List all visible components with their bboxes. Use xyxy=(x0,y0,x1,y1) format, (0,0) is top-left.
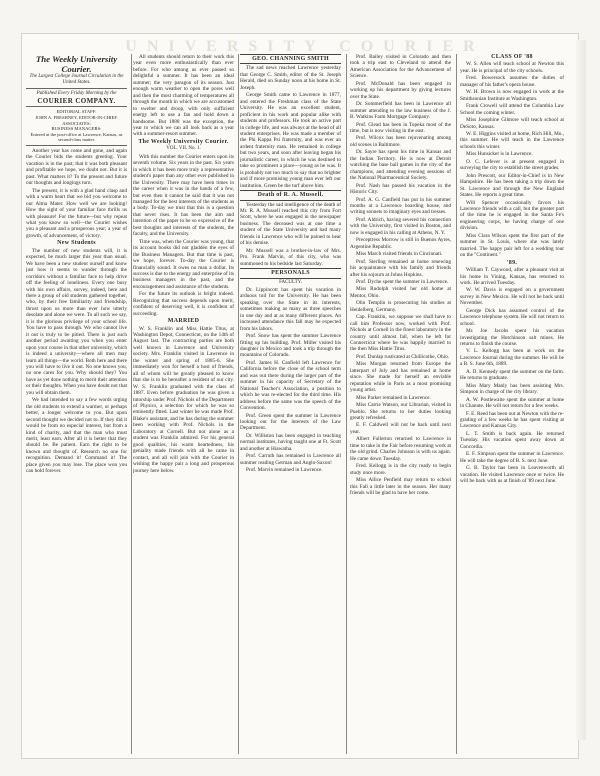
masthead-title: The Weekly University Courier. xyxy=(35,54,118,74)
article-paragraph: Prof. Sterling remained at home renewing his acquaintance with his family and friends after his sojourn at Johns Hopkins. xyxy=(350,258,451,278)
editorial-staff-heading: EDITORIAL STAFF: xyxy=(56,109,97,115)
article-paragraph: Prof. Green spent the summer in Lawrence looking out for the interests of the Law Department. xyxy=(240,412,341,432)
article-paragraph: F. E. Reed has been out at Newton with the re-grading of a few weeks he has spent visiting at Lawrence and Kansas City. xyxy=(460,410,564,430)
article-paragraph: Frank Crowell will attend the Columbia Law School the coming winter. xyxy=(460,103,564,116)
column-1 xyxy=(26,54,127,476)
column-rule xyxy=(131,54,132,754)
page-edge-shadow xyxy=(576,40,586,740)
article-paragraph: Miss Josephine Gilmore will teach school at DeSoto, Kansas. xyxy=(460,117,564,130)
column-4 xyxy=(350,54,451,497)
divider xyxy=(26,88,127,89)
article-paragraph: Miss Rudolph visited her old home at Mentor, Ohio. xyxy=(350,286,451,299)
article-paragraph: A. D. Kennedy spent the summer on the farm. He returns to graduate. xyxy=(460,368,564,382)
section-heading: The Weekly University Courier. xyxy=(138,138,229,145)
article-paragraph: The number of new students will, it is expected, be much larger this year than usual. We have been a new student ourself and know just how it seems to wander through the corridors without a familiar face to help drive off the feeling of loneliness. Every one busy with his own affairs, survey, indeed, here and there a group of old students gathered together, who, by their free familiarity and friendship, thrust upon us more than ever how utterly desolate and alone we were. To all such we say, it is the glorious privilege of your school life. You have to pass through. We who cannot live it out is truly to be pitied. There is just such another period awaiting you when you enter upon your course in that other university, which is indeed a university—where all men may learn all things—the world. Both here and there you will have to live it out. No one knows you, no one cares for you. Why should they? You have as yet done nothing to merit their attention or their thoughts. When you have doubt not that you will obtain them. xyxy=(26,247,127,396)
column-rule xyxy=(346,54,347,754)
article-paragraph: V. L. Kellogg has been at work on the Lawrence Journal during the summer. He will be a B. S. June 6th, 1889. xyxy=(460,348,564,368)
article-paragraph: Prof. Dyche spent the summer in Lawrence. xyxy=(356,278,449,285)
masthead-subtitle: The Largest College Journal Circulation in the United States. xyxy=(29,74,124,85)
article-paragraph: Albert Fullerton returned to Lawrence in time to take in the Fair before resuming work at the old grind. Charles Johnson is with us again. He came down Tuesday. xyxy=(350,436,451,462)
column-3 xyxy=(240,54,341,475)
column-5 xyxy=(460,54,564,486)
article-paragraph: Fred. Kellogg is in the city ready to begin study once more. xyxy=(350,463,451,476)
article-paragraph: A. W. Postlewaite spent the summer at home in Chanute. He will not return for a few weeks. xyxy=(460,396,564,410)
associates-heading: ASSOCIATES: xyxy=(62,120,91,126)
article-paragraph: Another year has come and gone, and again the Courier bids the students greeting. Your vacation is in the past; that it was both pleasant and profitable we hope, we doubt not. But it is past. What matters it? To the present and future our thoughts and longings turn. xyxy=(26,148,127,187)
article-paragraph: Dr. Sayre has spent his time in Kansas and the Indian Territory. He is now at Detroit watching the base ball games in the city of the champions, and attending evening sessions of the National Pharmaceutical Society. xyxy=(350,149,451,182)
section-heading: '89. xyxy=(506,259,518,266)
article-paragraph: W. W. Davis is engaged on a government survey in New Mexico. He will not be back until November. xyxy=(460,287,564,307)
article-paragraph: Time was, when the Courier was young, that its account books did not gladden the eyes of the Business Managers. But that time is past, we hope, forever. To-day the Courier is financially sound. It owes no man a dollar. Its success is due to the energy and enterprise of its business managers in the past, and the encouragement and assistance of the students. xyxy=(133,238,234,290)
article-paragraph: E. F. Simpson spent the summer in Lawrence. He will take the degree of B. S. next June. xyxy=(460,451,564,464)
section-heading: CLASS OF '88 xyxy=(491,54,533,60)
section-heading: MARRIED xyxy=(167,318,200,325)
article-paragraph: L. T. Smith is back again. He returned Tuesday. His vacation spent away down at Concordia. xyxy=(460,430,564,450)
article-paragraph: Prof. Wilcox has been rejuvenating among old scenes in Baltimore. xyxy=(350,135,451,148)
article-paragraph: Prof. Glead has been in Topeka most of the time, but is now visiting in the east. xyxy=(350,121,451,134)
business-managers-heading: BUSINESS MANAGERS: xyxy=(51,126,102,132)
column-rule xyxy=(238,54,239,754)
article-paragraph: Mr. Mussell was a brother-in-law of Mrs. Pro. Frank Marvin, of this city, who was summoned to his bedside last Saturday. xyxy=(240,247,341,267)
article-paragraph: Preceptress Morrow is still in Buenos Ayres, Argentine Republic. xyxy=(350,237,451,250)
article-paragraph: Prof. Dunlap rusticated at Chillicothe, Ohio. xyxy=(356,353,450,360)
article-paragraph: Dr. Lippincott has spent his vacation in arduous toil for the University. He has been speaking over the State in its interests, sometimes making as many as three speeches in one day and at as many different places. An increased attendance this fall may be expected from his labors. xyxy=(240,286,341,332)
article-paragraph: Prof. Bailey visited in Colorado and then took a trip east to Cleveland to attend the American Association for the Advancement of Science. xyxy=(350,54,451,80)
article-paragraph: Yesterday the sad intelligence of the death of Mr. R. A. Mussell reached this city from Fort Scott, where he was engaged in the newspaper business. The deceased was at one time a student of the State University and had many friends in Lawrence who will be pained to hear of his demise. xyxy=(240,201,341,247)
section-heading: PERSONALS xyxy=(240,268,341,278)
article-paragraph: Cap. Franklin, we suppose we shall have to call him Professor now, worked with Prof. Nichols at Cornell in the finest laboratory in the country until almost fall, when he left for Connecticut where he was happily married to the then Miss Hattie Titus. xyxy=(350,314,451,353)
article-paragraph: Miss Mary Manly has been assisting Mrs. Simpson in charge of the city library. xyxy=(460,382,564,396)
divider xyxy=(26,145,127,146)
article-paragraph: Miss Hunsicker is in Lawrence. xyxy=(466,151,533,158)
article-paragraph: Dr. Sommerfield has been in Lawrence all summer attending to the law business of the J. B. Watkins Farm Mortgage Company. xyxy=(350,101,451,121)
divider xyxy=(26,106,127,107)
bleed-through-text: UNIVERSITY COURIER xyxy=(125,38,485,55)
article-paragraph: Prof. A. G. Canfield has put in his summer months at a Lawrence boarding house, and writing sonnets to imaginary eyes and tresses. xyxy=(350,196,451,216)
article-paragraph: Olin Templin is prosecuting his studies at Heidelberg, Germany. xyxy=(350,300,451,313)
editor-in-chief: JOHN A. FRESHNEY, EDITOR-IN-CHIEF. xyxy=(35,115,118,121)
article-paragraph: Prof. Marvin remained in Lawrence. xyxy=(246,467,323,474)
article-paragraph: Miss Clara Wilson spent the first part of the summer in St. Louis, where she was lately married. The happy pair left for a wedding tour on the "Continent." xyxy=(460,232,564,259)
article-paragraph: W. H. Brown is now engaged in work at the Smithsonian Institute at Washington. xyxy=(460,89,564,102)
article-paragraph: Miss March visited friends in Cincinnati. xyxy=(356,251,443,258)
section-heading: GEO. CHANNING SMITH xyxy=(240,54,341,64)
article-paragraph: Prof. James H. Canfield left Lawrence for California before the close of the school term and was out there during the larger part of the summer in his capacity of Secretary of the National Teacher's Association, a position to which he was re-elected for the third time. His address before the same was the speech of the Convention. xyxy=(240,359,341,412)
article-paragraph: Miss Parker remained in Lawrence. xyxy=(356,394,431,401)
article-paragraph: Fred. Bowersock assumes the duties of manager of his father's opera house. xyxy=(460,75,564,88)
masthead xyxy=(26,54,127,146)
article-paragraph: Prof. McDonald has been engaged in working up his department by giving lectures over the State. xyxy=(350,80,451,100)
section-heading: New Students xyxy=(57,240,96,247)
article-paragraph: Prof. Aldrich, having severed his connection with the University, first visited in Boston, and now is engaged in his calling at Athens, N. Y. xyxy=(350,216,451,236)
volume-line: VOL. VII. No. 1. xyxy=(166,146,201,152)
article-paragraph: Prof. Nash has passed his vacation in the Historic City. xyxy=(350,182,451,196)
article-paragraph: E. F. Caldwell will not be back until next year. xyxy=(350,422,451,435)
article-paragraph: Mr. Joe Jacobs spent his vacation investigating the Hutchinson salt mines. He returns to finish the course. xyxy=(460,328,564,348)
article-paragraph: W. S. Allen will teach school at Newton this year. He is principal of the city schools. xyxy=(460,61,564,74)
article-paragraph: O. C. Lefever is at present engaged in surveying the city to establish the street grades. xyxy=(460,158,564,172)
article-paragraph: Will Spencer occasionally favors his Lawrence friends with a call, but the greater part of the time he is engaged in the Santa Fe's engineering corps, he having charge of one division. xyxy=(460,199,564,232)
article-paragraph: With this number the Courier enters upon its seventh volume. Six years in the past. Six years in which it has been more truly a representative student's paper than any other ever published in the University. There may have been times in the career when it was in the hands of a few, but even then it cannot be said that it was not managed for the best interests of the students as a body. To-day we trust that this is a question that never rises. It has been the aim and intention of the paper to be so expressive of the best thoughts and interests of the students, the faculty, and the University. xyxy=(133,153,234,238)
article-paragraph: Miss Morgan returned from Europe the latterpart of July and has remained at home since. She made for herself an enviable reputation while in Paris as a most promising young artist. xyxy=(350,361,451,394)
article-paragraph: George Dick has assumed control of the Lawrence telephone system. He will not return to school. xyxy=(460,307,564,327)
article-paragraph: The present, it is with a glad hand clasp and with a warm heart that we bid you welcome to our Alma Mater. How well we are looking! How the sight of your familiar face thrills us with pleasure! For the future—but why repeat what you know so well—the Courier wishes you a pleasant and a prosperous year; a year of growth, of advancement, of victory. xyxy=(26,187,127,239)
article-paragraph: For the future its outlook is bright indeed. Recognizing that success depends upon merit, confident of deserving well, it is confident of succeeding. xyxy=(133,291,234,317)
section-heading: Death of R. A. Mussell. xyxy=(240,190,341,200)
article-paragraph: W. S. Franklin and Miss Hattie Titus, at Washington Depot, Connecticut, on the 14th of August last. The contracting parties are both well known in Lawrence and University society. Mrs. Franklin visited in Lawrence in the winter and spring of 1885-6. She immediately won for herself a host of friends, all of whom will be greatly pleased to know that she is to be hereafter a resident of our city. W. S. Franklin graduated with the class of 1887. Even before graduation he was given a tutorship under Prof. Nichols of the Department of Physics, a selection for which he was so eminently fitted. Last winter he was made Prof. Blake's assistant, and he has during the summer been working with Prof. Nichols in the Laboratory at Cornell. But not alone as a student was Franklin admired. For his general good qualities, his warm heartedness, his geniality made friends with all he came in contact, and all will join with the Courier in wishing the happy pair a long and prosperous journey here below. xyxy=(133,325,234,474)
article-paragraph: Miss Allice Penfield may return to school this Fall a little later in the season. Her many friends will be glad to have her come. xyxy=(350,477,451,496)
article-paragraph: John Prescott, our Editor-in-Chief is in New Hampshire. He has been taking a trip down the St. Lawrence and through the New England States. He reports a great time. xyxy=(460,172,564,199)
column-rule xyxy=(456,54,457,754)
article-paragraph: Prof. Carruth has remained in Lawrence all summer reading German and Anglo-Saxon! xyxy=(240,453,341,466)
article-paragraph: Dr. Williston has been engaged in teaching normal institutes, having taught one at Ft. Scott and another at Hiawatha. xyxy=(240,432,341,452)
article-paragraph: Prof. Snow has spent the summer Lawrence fitting up his building. Prof. Miller visited his daughter in Mexico and took a trip through the mountains of Colorado. xyxy=(240,333,341,359)
company-name: COURIER COMPANY. xyxy=(37,97,116,105)
subsection-heading: FACULTY. xyxy=(279,279,302,285)
article-paragraph: All students should return to their work this year even more enthusiastically than ever before. For who among us ever passed so delightful a summer. It has been an ideal summer; the very paragon of its season. Just enough warm weather to open the pores well and then the most charming of temperatures all through the month in which we are accustomed to swelter and droop, with only sufficient energy left to use a fan and hold down a handsome. But 1888 was the exception, the year to which we can all look back as a year with a summer-resort summer. xyxy=(133,54,234,138)
column-2 xyxy=(133,54,234,475)
publisher-line: Published Every Friday Morning by the xyxy=(36,91,117,96)
article-paragraph: George Smith came to Lawrence in 1877, and entered the Freshman class of the State University. He was an excellent student, proficient in his work and popular alike with students and professors. He took an active part in college life, and was always at the head of all student enterprises. He was made a member of the Phi Kappa Psi fraternity, and was ever an ardent fraternity man. He remained in college but two years, and soon after leaving began his journalistic career, in which he was destined to take so prominent a place—young as he was. It is probably not too much to say that no brighter and if more promising young man ever left our institution. Green be the turf above him. xyxy=(240,92,341,189)
entered-notice: Entered at the post-office at Lawrence, Kansas, as second-class matter. xyxy=(30,131,123,143)
article-paragraph: G. B. Taylor has been in Leavenworth all vacation. He visited Lawrence once or twice. He will be back with us at finish of '89 next June. xyxy=(460,465,564,485)
article-paragraph: We had intended to say a few words urging the old students to extend a warmer, or perhaps better, a longer welcome to you. But upon second thought we decided not to. If they did it would be from no especial interest, but from a kind of charity, and that the man who must merit, least earn. After all it is better that they should be. Be patient. Earn the right to be known and thought of. Research no one for recognition. Demand it! Command it! The place given you may lose. The place won you can hold forever. xyxy=(26,397,127,475)
article-paragraph: William T. Caywood, after a pleasant visit at his home in Vining, Kansas, has returned to work. He arrived Tuesday. xyxy=(460,267,564,286)
article-paragraph: W. E. Higgins visited at home, Rich Hill, Mo., this summer. He will teach in the Lawrence schools this winter. xyxy=(460,130,564,150)
article-paragraph: Miss Carrie Watson, our Librarian, visited in Pueblo. She returns to her duties looking greatly refreshed. xyxy=(350,402,451,422)
article-paragraph: The sad news reached Lawrence yesterday that George C. Smith, editor of the St. Joseph Herald, died on Sunday noon at his home in St. Joseph. xyxy=(240,65,341,91)
